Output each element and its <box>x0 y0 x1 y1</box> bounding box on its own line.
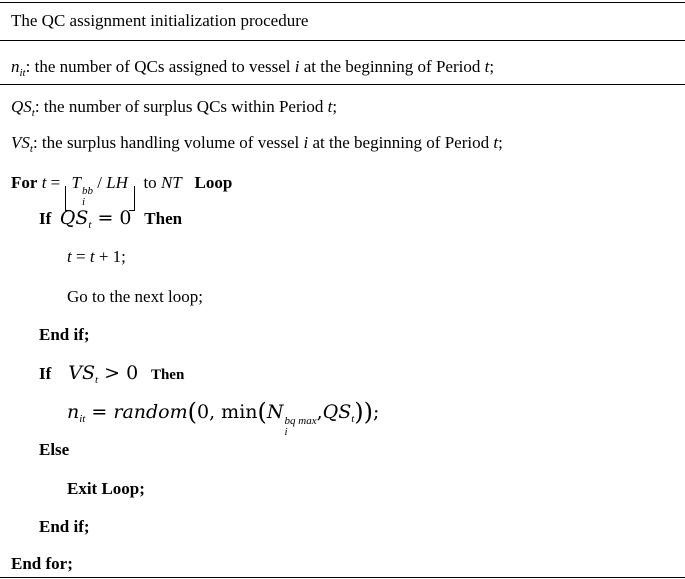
def-symbol: VS <box>11 133 30 152</box>
QS-sub: t <box>88 219 92 231</box>
endfor-line: End for; <box>11 554 73 573</box>
QS-symbol: QS <box>59 207 89 229</box>
plus-one: + 1; <box>94 247 126 266</box>
t-lhs: t <box>67 247 72 266</box>
kw-then: Then <box>144 209 183 228</box>
title-rule <box>0 40 685 41</box>
T-symbol: T <box>71 173 81 192</box>
def-var: t <box>493 133 499 152</box>
if-vs-line <box>39 363 184 385</box>
top-rule <box>0 2 685 3</box>
def-symbol: QS <box>11 97 32 116</box>
def-text: : the surplus handling volume of vessel <box>32 133 304 152</box>
def-text: : the number of QCs assigned to vessel <box>25 57 295 76</box>
def-var: t <box>484 57 490 76</box>
kw-if: If <box>39 209 52 228</box>
def-text-mid: at the beginning of Period <box>299 57 485 76</box>
T-sub: i <box>81 196 86 208</box>
NT-symbol: NT <box>160 173 182 192</box>
VS-symbol: VS <box>68 362 96 384</box>
goto-line: Go to the next loop; <box>67 287 203 306</box>
kw-loop: Loop <box>194 173 233 192</box>
def-end: ; <box>489 57 495 76</box>
def-end: ; <box>332 97 338 116</box>
eq: = <box>85 401 114 423</box>
LH-symbol: LH <box>106 173 128 192</box>
cond: = 0 <box>91 207 132 229</box>
def-subscript: t <box>31 107 35 119</box>
VS-sub: t <box>95 374 99 386</box>
QS-sub: t <box>351 413 355 425</box>
bottom-rule <box>0 577 685 578</box>
kw-then: Then <box>150 367 185 383</box>
for-line <box>11 173 232 208</box>
def-text-mid: at the beginning of Period <box>308 133 494 152</box>
semicolon: ; <box>373 401 380 423</box>
kw-if: If <box>39 364 52 383</box>
increment-line <box>67 247 126 267</box>
def-symbol: n <box>11 57 20 76</box>
def-subscript: it <box>19 67 26 79</box>
N-sub: i <box>284 426 288 438</box>
def-var: t <box>327 97 333 116</box>
endif-line: End if; <box>39 325 90 344</box>
eq: = <box>71 247 90 266</box>
endif2-line: End if; <box>39 517 90 536</box>
def-rule <box>0 84 685 85</box>
T-sup: bb <box>81 185 93 197</box>
t-rhs: t <box>89 247 95 266</box>
eq: = <box>46 173 65 192</box>
kw-to: to <box>143 173 157 192</box>
cond: > 0 <box>98 362 139 384</box>
def-subscript: t <box>29 143 33 155</box>
N-symbol: N <box>266 401 284 423</box>
floor-expr <box>65 173 135 208</box>
definition-nit <box>11 57 494 77</box>
definition-vst <box>11 133 503 153</box>
def-text: : the number of surplus QCs within Period <box>34 97 328 116</box>
def-var: i <box>294 57 300 76</box>
definition-qst <box>11 97 337 117</box>
loop-var: t <box>41 173 47 192</box>
N-sup: bq max <box>284 415 317 427</box>
kw-for: For <box>11 173 38 192</box>
exit-loop-line: Exit Loop; <box>67 479 145 498</box>
QS-symbol: QS <box>322 401 352 423</box>
assign-line: $n_{it}$ = random(0, min(N bq max i $,QS_t$)); <box>67 398 380 438</box>
n-symbol: n <box>67 401 80 423</box>
random-fn: random <box>113 401 188 423</box>
algorithm-title: The QC assignment initialization procedure <box>11 11 309 30</box>
zero-min: 0, min <box>197 401 258 423</box>
def-var: i <box>303 133 309 152</box>
if-qs-line <box>39 208 182 229</box>
n-sub: it <box>79 413 86 425</box>
def-end: ; <box>498 133 503 152</box>
else-line: Else <box>39 440 70 459</box>
div: / <box>92 173 107 192</box>
